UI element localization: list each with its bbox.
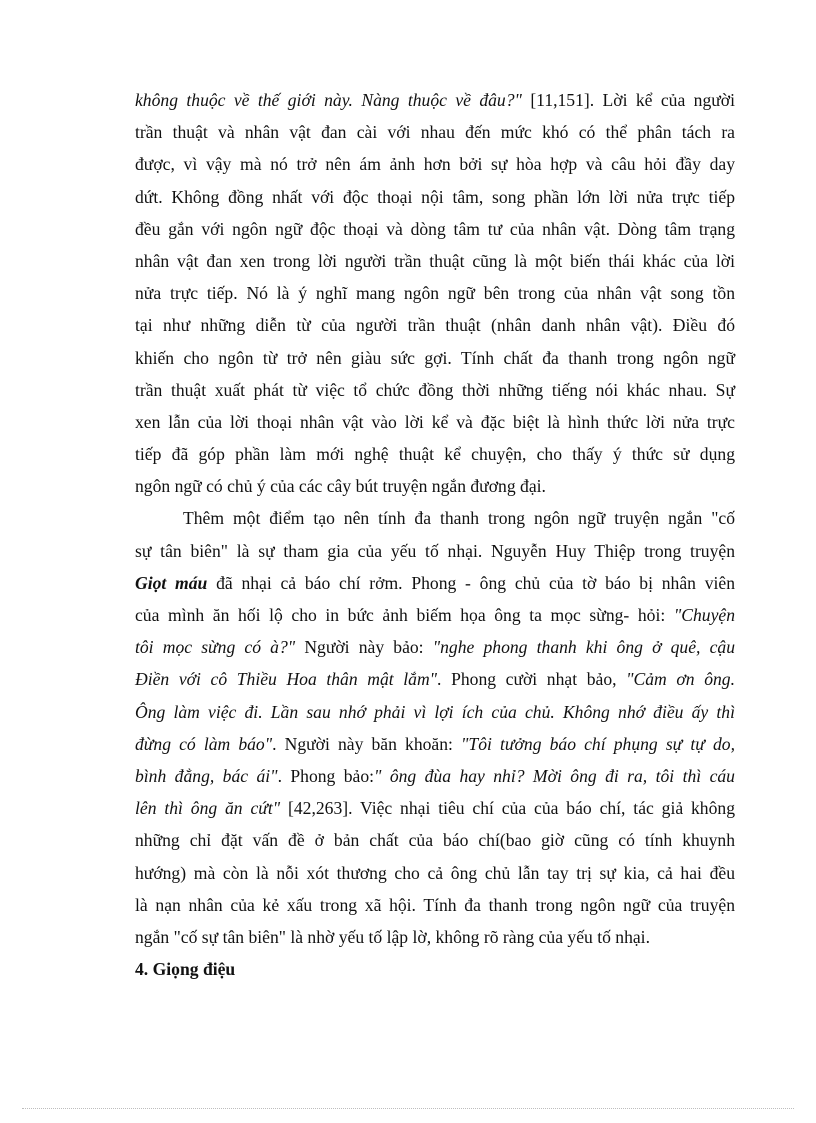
text-line: trần thuật và nhân vật đan cài với nhau đến mức khó có thể phân tách ra xyxy=(135,122,735,143)
text-line xyxy=(135,728,735,760)
text-run: . Phong bảo: xyxy=(277,765,375,786)
text-line: nửa trực tiếp. Nó là ý nghĩ mang ngôn ngữ bên trong của nhân vật song tồn xyxy=(135,283,735,304)
quoted-text: " ông đùa hay nhỉ? Mời ông đi ra, tôi thì cáu xyxy=(374,765,735,786)
text-line: ngắn "cố sự tân biên" là nhờ yếu tố lập lờ, không rõ ràng của yếu tố nhại. xyxy=(135,926,650,947)
quoted-text: tôi mọc sừng có à?" xyxy=(135,637,296,658)
quoted-text: bình đẳng, bác ái" xyxy=(135,765,278,786)
quoted-text: "Chuyện xyxy=(673,605,735,625)
text-line: khiến cho ngôn từ trở nên giàu sức gợi. Tính chất đa thanh trong ngôn ngữ xyxy=(135,347,735,368)
text-line: trần thuật xuất phát từ việc tổ chức đồng thời những tiếng nói khác nhau. Sự xyxy=(135,379,735,400)
text-line: hướng) mà còn là nỗi xót thương cho cả ông chủ lẫn tay trị sự kia, cả hai đều xyxy=(135,862,735,883)
text-line: tiếp đã góp phần làm mới nghệ thuật kể chuyện, cho thấy ý thức sử dụng xyxy=(135,444,735,465)
quoted-text: "nghe phong thanh khi ông ở quê, cậu xyxy=(432,637,735,658)
text-line xyxy=(135,599,735,631)
document-page xyxy=(135,84,735,985)
text-line xyxy=(135,760,735,792)
quoted-text: "Tôi tưởng báo chí phụng sự tự do, xyxy=(461,733,735,754)
text-line: xen lẫn của lời thoại nhân vật vào lời kể và đặc biệt là hình thức lời nửa trực xyxy=(135,411,735,432)
text-line: sự tân biên" là sự tham gia của yếu tố nhại. Nguyễn Huy Thiệp trong truyện xyxy=(135,540,735,561)
quoted-text: không thuộc về thế giới này. Nàng thuộc về đâu?" xyxy=(135,90,522,110)
text-run: Người này bảo: xyxy=(295,637,433,658)
text-line: đều gắn với ngôn ngữ độc thoại và dòng tâm tư của nhân vật. Dòng tâm trạng xyxy=(135,218,735,239)
text-line xyxy=(135,84,735,116)
text-run: . Người này băn khoăn: xyxy=(272,733,462,754)
text-line xyxy=(135,792,735,824)
text-line: tại như những diễn từ của người trần thuật (nhân danh nhân vật). Điều đó xyxy=(135,315,735,336)
text-line: Ông làm việc đi. Lần sau nhớ phải vì lợi ích của chủ. Không nhớ điều ấy thì xyxy=(135,701,735,722)
text-run: đã nhại cả báo chí rởm. Phong - ông chủ của tờ báo bị nhân viên xyxy=(207,572,735,593)
text-line: nhân vật đan xen trong lời người trần thuật cũng là một biến thái khác của lời xyxy=(135,250,735,271)
quoted-text: "Cảm ơn ông. xyxy=(626,669,735,690)
text-line xyxy=(135,631,735,663)
page-bottom-border xyxy=(22,1108,794,1109)
text-line-indented: Thêm một điểm tạo nên tính đa thanh trong ngôn ngữ truyện ngắn "cố xyxy=(183,508,735,529)
text-line: dứt. Không đồng nhất với độc thoại nội tâm, song phần lớn lời nửa trực tiếp xyxy=(135,186,735,207)
text-line xyxy=(135,567,735,599)
story-title: Giọt máu xyxy=(135,572,208,593)
paragraph-parody-element xyxy=(135,502,735,953)
text-line xyxy=(135,663,735,695)
section-heading: 4. Giọng điệu xyxy=(135,959,236,980)
text-line: những chỉ đặt vấn đề ở bản chất của báo chí(bao giờ cũng có tính khuynh xyxy=(135,830,735,851)
text-line: là nạn nhân của kẻ xấu trong xã hội. Tính đa thanh trong ngôn ngữ của truyện xyxy=(135,894,735,915)
text-line: được, vì vậy mà nó trở nên ám ảnh hơn bởi sự hòa hợp và câu hỏi đầy day xyxy=(135,154,735,175)
quoted-text: đừng có làm báo" xyxy=(135,733,273,754)
paragraph-parody-narration xyxy=(135,84,735,502)
quoted-text: lên thì ông ăn cứt" xyxy=(135,798,281,819)
text-run: của mình ăn hối lộ cho in bức ảnh biếm họa ông ta mọc sừng- hỏi: xyxy=(135,605,674,625)
text-line: ngôn ngữ có chủ ý của các cây bút truyện ngắn đương đại. xyxy=(135,476,546,497)
citation-text: [11,151]. Lời kể của người xyxy=(521,90,736,110)
citation-text: [42,263]. Việc nhại tiêu chí của của báo chí, tác giả không xyxy=(280,798,735,819)
quoted-text: Điền với cô Thiều Hoa thân mật lắm" xyxy=(135,669,438,690)
text-run: . Phong cười nhạt bảo, xyxy=(437,669,627,690)
